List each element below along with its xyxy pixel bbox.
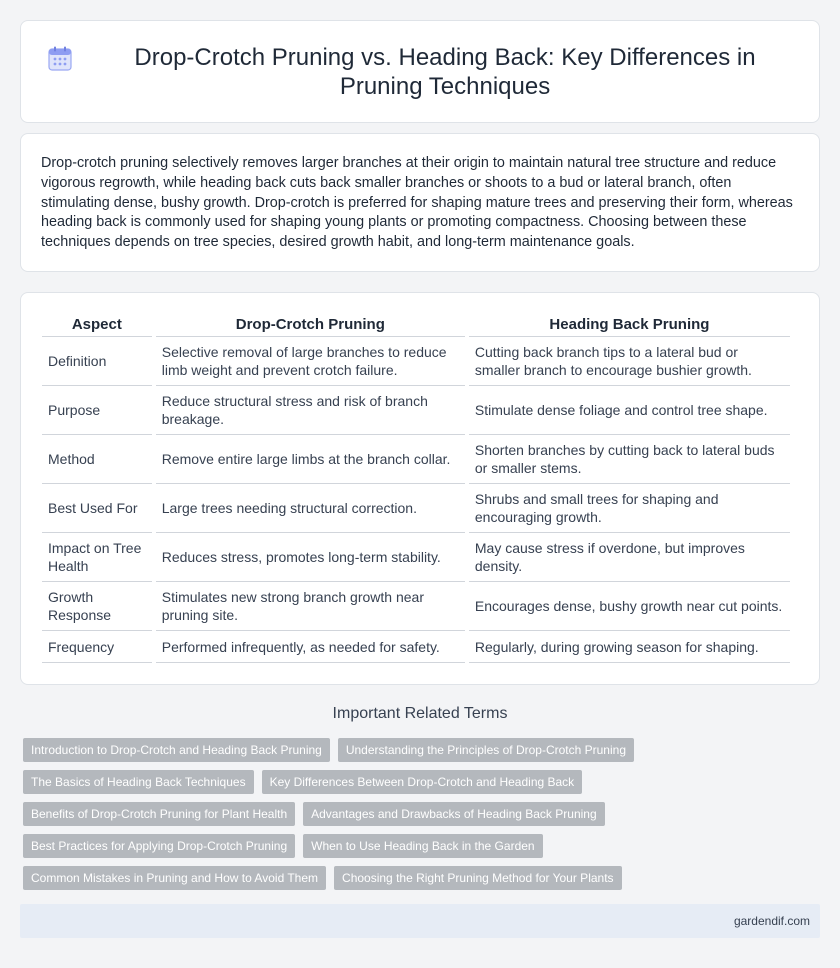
related-term-tag[interactable]: Key Differences Between Drop-Crotch and Heading Back: [262, 770, 583, 794]
related-term-tag[interactable]: Best Practices for Applying Drop-Crotch Pruning: [23, 834, 295, 858]
header-card: [20, 20, 820, 123]
aspect-cell: Growth Response: [42, 582, 152, 631]
table-row: [42, 386, 790, 435]
intro-paragraph: Drop-crotch pruning selectively removes larger branches at their origin to maintain natural tree structure and reduce vigorous regrowth, while heading back cuts back smaller branches or shoots to a bud or lateral branch, often stimulating dense, bushy growth. Drop-crotch is preferred for shaping mature trees and preserving their form, whereas heading back is commonly used for shaping young plants or promoting compactness. Choosing between these techniques depends on tree species, desired growth habit, and long-term maintenance goals.: [41, 155, 793, 251]
drop-crotch-cell: Selective removal of large branches to reduce limb weight and prevent crotch failure.: [156, 337, 465, 386]
calendar-icon: [45, 44, 75, 74]
drop-crotch-cell: Reduce structural stress and risk of branch breakage.: [156, 386, 465, 435]
aspect-cell: Definition: [42, 337, 152, 386]
related-terms-list: [23, 738, 823, 898]
comparison-table-card: [20, 292, 820, 685]
aspect-cell: Best Used For: [42, 484, 152, 533]
comparison-table: [38, 315, 794, 663]
related-terms-heading: Important Related Terms: [332, 705, 508, 722]
heading-back-cell: Shrubs and small trees for shaping and encouraging growth.: [469, 484, 790, 533]
related-term-tag[interactable]: When to Use Heading Back in the Garden: [303, 834, 542, 858]
table-row: [42, 484, 790, 533]
heading-back-cell: Regularly, during growing season for shaping.: [469, 631, 790, 663]
aspect-cell: Frequency: [42, 631, 152, 663]
heading-back-cell: Encourages dense, bushy growth near cut points.: [469, 582, 790, 631]
table-header-row: [42, 315, 790, 337]
table-row: [42, 435, 790, 484]
heading-back-cell: Stimulate dense foliage and control tree shape.: [469, 386, 790, 435]
table-row: [42, 631, 790, 663]
drop-crotch-cell: Remove entire large limbs at the branch collar.: [156, 435, 465, 484]
heading-back-cell: Shorten branches by cutting back to lateral buds or smaller stems.: [469, 435, 790, 484]
related-term-tag[interactable]: Benefits of Drop-Crotch Pruning for Plant Health: [23, 802, 295, 826]
drop-crotch-cell: Reduces stress, promotes long-term stability.: [156, 533, 465, 582]
drop-crotch-cell: Large trees needing structural correction.: [156, 484, 465, 533]
related-term-tag[interactable]: The Basics of Heading Back Techniques: [23, 770, 254, 794]
aspect-cell: Method: [42, 435, 152, 484]
heading-back-cell: Cutting back branch tips to a lateral bud or smaller branch to encourage bushier growth.: [469, 337, 790, 386]
footer: [20, 904, 820, 938]
related-term-tag[interactable]: Understanding the Principles of Drop-Crotch Pruning: [338, 738, 634, 762]
footer-site-link[interactable]: gardendif.com: [733, 914, 810, 928]
related-term-tag[interactable]: Choosing the Right Pruning Method for Your Plants: [334, 866, 622, 890]
table-row: [42, 582, 790, 631]
column-header: Drop-Crotch Pruning: [156, 315, 465, 337]
related-term-tag[interactable]: Introduction to Drop-Crotch and Heading Back Pruning: [23, 738, 330, 762]
page-title: Drop-Crotch Pruning vs. Heading Back: Key Differences in Pruning Techniques: [134, 43, 756, 100]
aspect-cell: Purpose: [42, 386, 152, 435]
table-row: [42, 533, 790, 582]
intro-card: [20, 133, 820, 272]
related-term-tag[interactable]: Advantages and Drawbacks of Heading Back Pruning: [303, 802, 605, 826]
related-term-tag[interactable]: Common Mistakes in Pruning and How to Avoid Them: [23, 866, 326, 890]
heading-back-cell: May cause stress if overdone, but improves density.: [469, 533, 790, 582]
column-header: Aspect: [42, 315, 152, 337]
column-header: Heading Back Pruning: [469, 315, 790, 337]
aspect-cell: Impact on Tree Health: [42, 533, 152, 582]
drop-crotch-cell: Stimulates new strong branch growth near pruning site.: [156, 582, 465, 631]
table-row: [42, 337, 790, 386]
drop-crotch-cell: Performed infrequently, as needed for safety.: [156, 631, 465, 663]
